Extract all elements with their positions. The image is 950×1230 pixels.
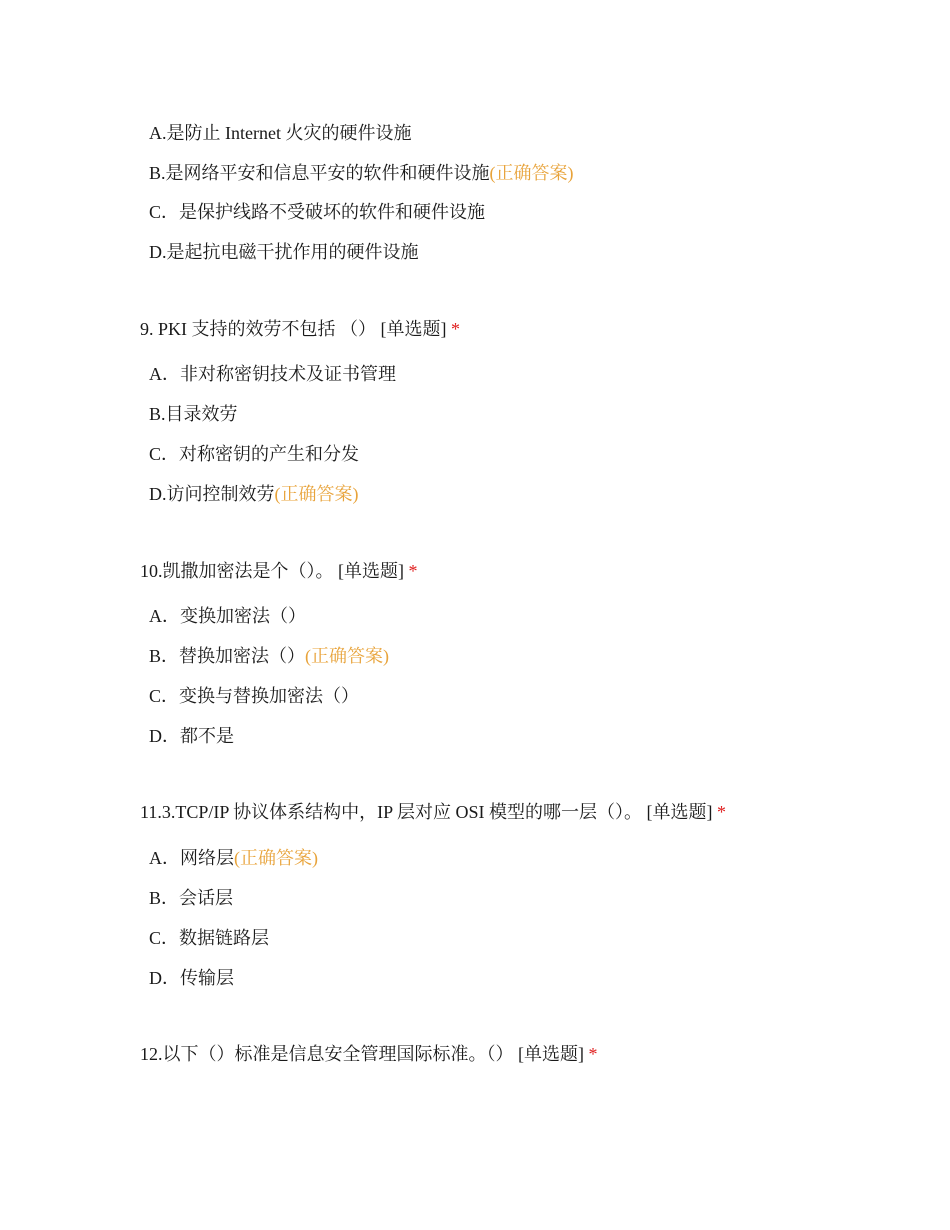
option-text: A．变换加密法（）	[149, 606, 306, 626]
required-asterisk: *	[408, 561, 418, 581]
q9-option-b	[149, 402, 238, 426]
q10-option-c	[149, 684, 359, 708]
question-10-title	[140, 559, 418, 583]
question-11-title	[140, 800, 726, 824]
question-text: 9. PKI 支持的效劳不包括 （） [单选题]	[140, 319, 447, 339]
q8-option-d	[149, 240, 419, 264]
option-text: D．传输层	[149, 968, 234, 988]
correct-answer-label: (正确答案)	[274, 484, 359, 504]
option-text: C．对称密钥的产生和分发	[149, 444, 360, 464]
option-text: C．变换与替换加密法（）	[149, 686, 360, 706]
option-text: B．会话层	[149, 888, 234, 908]
option-text: B.是网络平安和信息平安的软件和硬件设施	[149, 163, 490, 183]
question-12-title	[140, 1042, 598, 1066]
q9-option-d	[149, 482, 359, 506]
q9-option-c	[149, 442, 359, 466]
q11-option-d	[149, 966, 234, 990]
option-text: B．替换加密法（）	[149, 646, 306, 666]
q8-option-b	[149, 161, 574, 185]
option-text: A．非对称密钥技术及证书管理	[149, 364, 396, 384]
option-text: C．是保护线路不受破坏的软件和硬件设施	[149, 202, 486, 222]
q10-option-a	[149, 604, 306, 628]
question-9-title	[140, 317, 460, 341]
q9-option-a	[149, 362, 396, 386]
q11-option-b	[149, 886, 233, 910]
question-text: 10.凯撒加密法是个（）。 [单选题]	[140, 561, 404, 581]
option-text: B.目录效劳	[149, 404, 238, 424]
q10-option-b	[149, 644, 389, 668]
q8-option-c	[149, 200, 485, 224]
option-text: A．网络层	[149, 848, 234, 868]
required-asterisk: *	[717, 802, 727, 822]
option-text: D.访问控制效劳	[149, 484, 275, 504]
required-asterisk: *	[588, 1044, 598, 1064]
option-text: D．都不是	[149, 726, 234, 746]
option-text: C．数据链路层	[149, 928, 270, 948]
q8-option-a	[149, 121, 411, 145]
option-text: D.是起抗电磁干扰作用的硬件设施	[149, 242, 419, 262]
correct-answer-label: (正确答案)	[305, 646, 390, 666]
q11-option-c	[149, 926, 269, 950]
q10-option-d	[149, 724, 234, 748]
q11-option-a	[149, 846, 318, 870]
required-asterisk: *	[451, 319, 460, 339]
question-text: 12.以下（）标准是信息安全管理国际标准。（） [单选题]	[140, 1044, 584, 1064]
question-text: 11.3.TCP/IP 协议体系结构中，IP 层对应 OSI 模型的哪一层（）。 [单选题]	[140, 802, 713, 822]
correct-answer-label: (正确答案)	[489, 163, 574, 183]
correct-answer-label: (正确答案)	[234, 848, 318, 868]
option-text: A.是防止 Internet 火灾的硬件设施	[149, 123, 412, 143]
